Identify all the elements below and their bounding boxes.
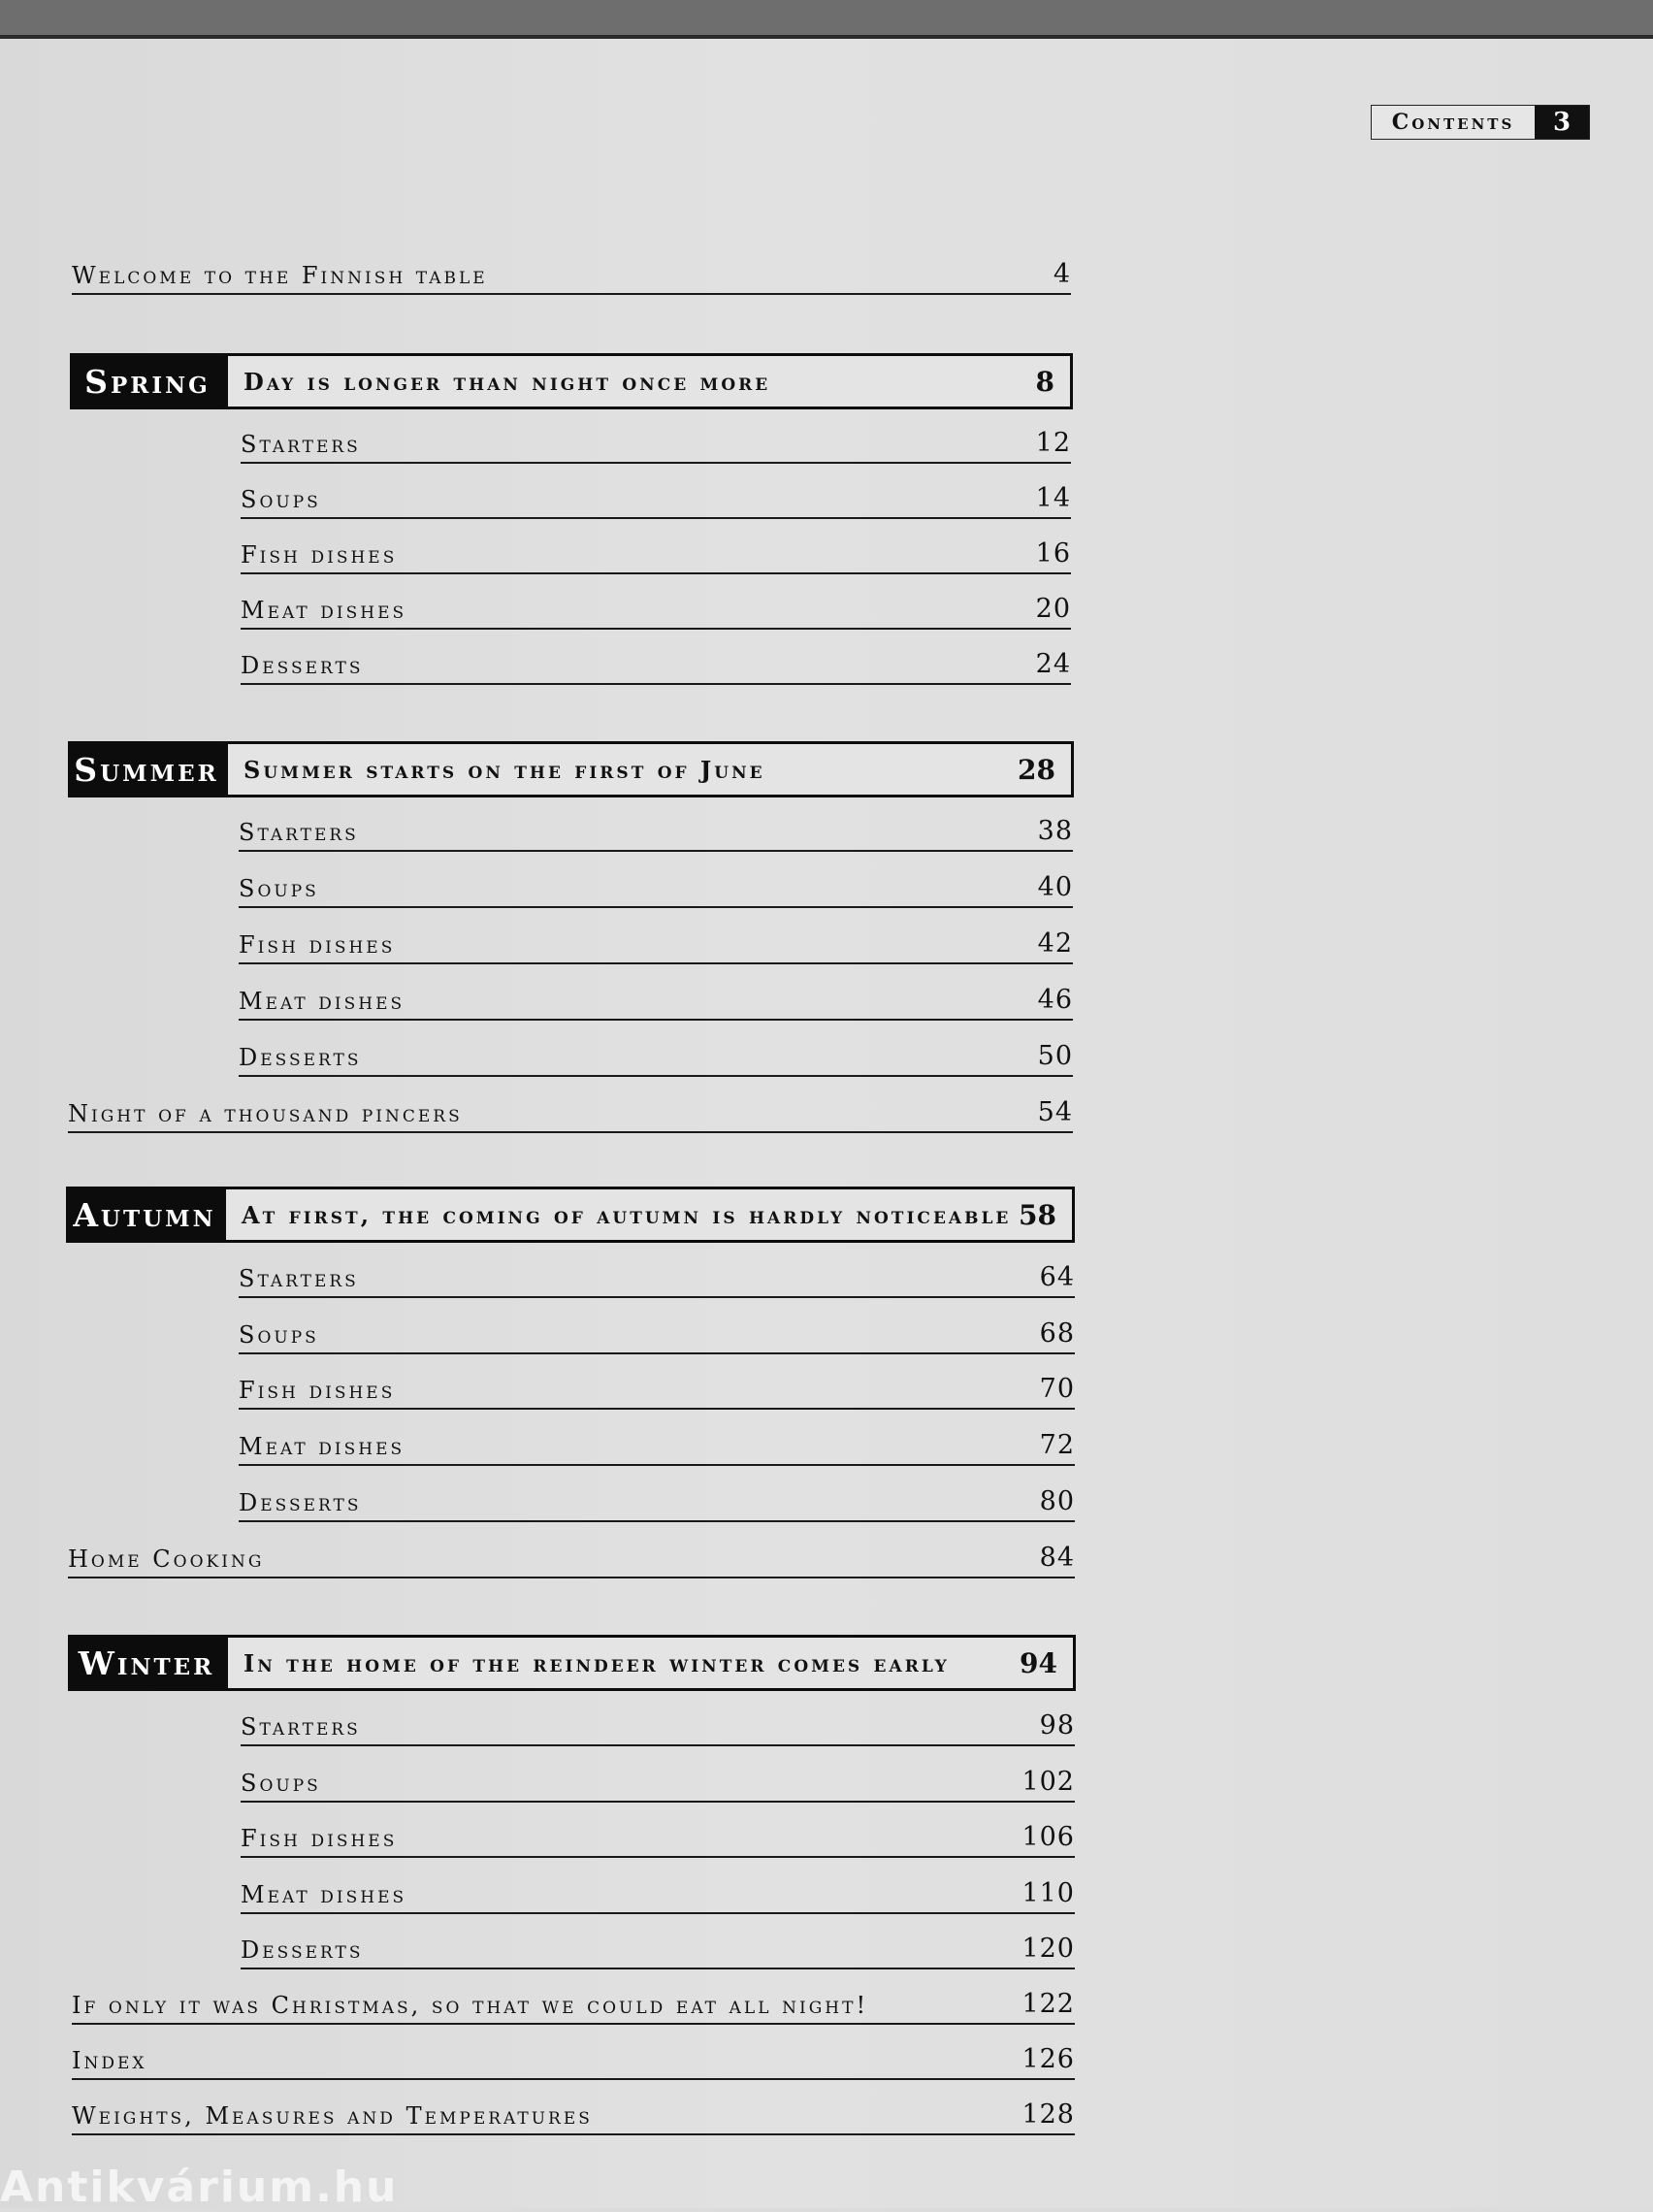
toc-label: Home Cooking xyxy=(68,1545,265,1573)
season-subtitle-box xyxy=(223,1187,1075,1243)
toc-label: Welcome to the Finnish table xyxy=(72,262,488,289)
toc-page-number: 68 xyxy=(1039,1318,1075,1349)
toc-label: Desserts xyxy=(239,1489,362,1516)
season-header-spring[interactable] xyxy=(70,353,1073,409)
toc-label: Meat dishes xyxy=(239,988,405,1015)
toc-page-number: 126 xyxy=(1021,2044,1075,2074)
toc-label: Fish dishes xyxy=(241,541,398,569)
toc-page-number: 70 xyxy=(1039,1374,1075,1404)
toc-label: Fish dishes xyxy=(239,931,396,959)
toc-page-number: 24 xyxy=(1035,649,1071,679)
season-page-number: 94 xyxy=(1020,1646,1057,1679)
toc-label: Desserts xyxy=(241,652,364,679)
toc-row-closing[interactable] xyxy=(72,2097,1075,2135)
toc-label: Fish dishes xyxy=(239,1377,396,1404)
toc-row[interactable] xyxy=(239,1259,1075,1298)
season-subtitle-box xyxy=(225,353,1073,409)
toc-label: Soups xyxy=(239,875,319,902)
season-tab: Spring xyxy=(70,353,225,409)
toc-row-closing[interactable] xyxy=(72,2041,1075,2080)
toc-label: Starters xyxy=(241,1713,361,1740)
toc-page-number: 42 xyxy=(1037,928,1073,959)
toc-label: Soups xyxy=(241,486,321,513)
toc-page-number: 54 xyxy=(1037,1097,1073,1127)
season-tab: Winter xyxy=(68,1635,225,1691)
toc-label: Night of a thousand pincers xyxy=(68,1100,463,1127)
toc-page-number: 50 xyxy=(1037,1041,1073,1071)
toc-page-number: 64 xyxy=(1039,1262,1075,1292)
toc-row[interactable] xyxy=(241,1708,1075,1746)
toc-label: Starters xyxy=(239,819,359,846)
season-header-autumn[interactable] xyxy=(66,1187,1075,1243)
toc-page-number: 14 xyxy=(1035,483,1071,513)
contents-label: Contents xyxy=(1391,110,1515,135)
toc-label: Meat dishes xyxy=(239,1433,405,1460)
toc-page-number: 72 xyxy=(1039,1430,1075,1460)
toc-row[interactable] xyxy=(239,1483,1075,1522)
season-subtitle: Day is longer than night once more xyxy=(243,367,771,396)
toc-page-number: 106 xyxy=(1021,1822,1075,1852)
season-subtitle: Summer starts on the first of June xyxy=(243,755,765,784)
toc-row[interactable] xyxy=(241,425,1071,464)
toc-label: Index xyxy=(72,2047,147,2074)
season-page-number: 28 xyxy=(1018,753,1055,786)
toc-label: Soups xyxy=(241,1770,321,1797)
season-subtitle-box xyxy=(225,1635,1076,1691)
toc-page-number: 16 xyxy=(1035,538,1071,569)
toc-row[interactable] xyxy=(241,1875,1075,1914)
toc-page-number: 46 xyxy=(1037,985,1073,1015)
toc-row-closing[interactable] xyxy=(72,1986,1075,2025)
toc-page-number: 102 xyxy=(1021,1767,1075,1797)
season-tab: Summer xyxy=(68,741,225,797)
toc-label: Desserts xyxy=(241,1936,364,1964)
season-subtitle: In the home of the reindeer winter comes early xyxy=(243,1648,950,1677)
season-page-number: 8 xyxy=(1035,365,1054,398)
season-tab: Autumn xyxy=(66,1187,223,1243)
season-header-winter[interactable] xyxy=(68,1635,1076,1691)
season-subtitle-box xyxy=(225,741,1074,797)
toc-row[interactable] xyxy=(241,536,1071,574)
season-page-number: 58 xyxy=(1019,1198,1056,1231)
toc-row[interactable] xyxy=(239,1427,1075,1466)
toc-row[interactable] xyxy=(239,1316,1075,1354)
toc-row-extra[interactable] xyxy=(68,1094,1073,1133)
toc-row[interactable] xyxy=(241,1819,1075,1858)
toc-page-number: 120 xyxy=(1021,1934,1075,1964)
toc-page-number: 20 xyxy=(1035,594,1071,624)
toc-page-number: 4 xyxy=(1053,259,1071,289)
toc-row-extra[interactable] xyxy=(68,1540,1075,1578)
toc-row[interactable] xyxy=(239,813,1073,852)
toc-row[interactable] xyxy=(239,926,1073,964)
toc-label: If only it was Christmas, so that we could eat all night! xyxy=(72,1992,869,2019)
watermark: Antikvárium.hu xyxy=(0,2163,399,2212)
toc-page-number: 12 xyxy=(1035,428,1071,458)
toc-page-number: 128 xyxy=(1021,2099,1075,2130)
toc-row[interactable] xyxy=(239,1371,1075,1410)
toc-row[interactable] xyxy=(241,1764,1075,1803)
toc-row[interactable] xyxy=(239,869,1073,908)
toc-page-number: 84 xyxy=(1039,1543,1075,1573)
toc-row[interactable] xyxy=(241,1931,1075,1969)
toc-row[interactable] xyxy=(241,646,1071,685)
toc-label: Soups xyxy=(239,1321,319,1349)
toc-label: Meat dishes xyxy=(241,1881,407,1908)
toc-page-number: 98 xyxy=(1039,1710,1075,1740)
toc-label: Desserts xyxy=(239,1044,362,1071)
toc-page-number: 110 xyxy=(1021,1878,1075,1908)
toc-label: Starters xyxy=(239,1265,359,1292)
toc-row[interactable] xyxy=(241,591,1071,630)
toc-row[interactable] xyxy=(239,982,1073,1021)
toc-row[interactable] xyxy=(241,480,1071,519)
season-subtitle: At first, the coming of autumn is hardly noticeable xyxy=(242,1200,1012,1229)
toc-page-number: 122 xyxy=(1021,1989,1075,2019)
toc-page-number: 80 xyxy=(1039,1486,1075,1516)
toc-row-intro[interactable] xyxy=(72,256,1071,295)
toc-label: Meat dishes xyxy=(241,597,407,624)
toc-label: Fish dishes xyxy=(241,1825,398,1852)
toc-row[interactable] xyxy=(239,1038,1073,1077)
toc-label: Weights, Measures and Temperatures xyxy=(72,2102,593,2130)
season-header-summer[interactable] xyxy=(68,741,1074,797)
contents-header xyxy=(1371,105,1590,140)
toc-label: Starters xyxy=(241,431,361,458)
page-number-badge: 3 xyxy=(1535,106,1589,139)
toc-page-number: 38 xyxy=(1037,816,1073,846)
toc-page-number: 40 xyxy=(1037,872,1073,902)
